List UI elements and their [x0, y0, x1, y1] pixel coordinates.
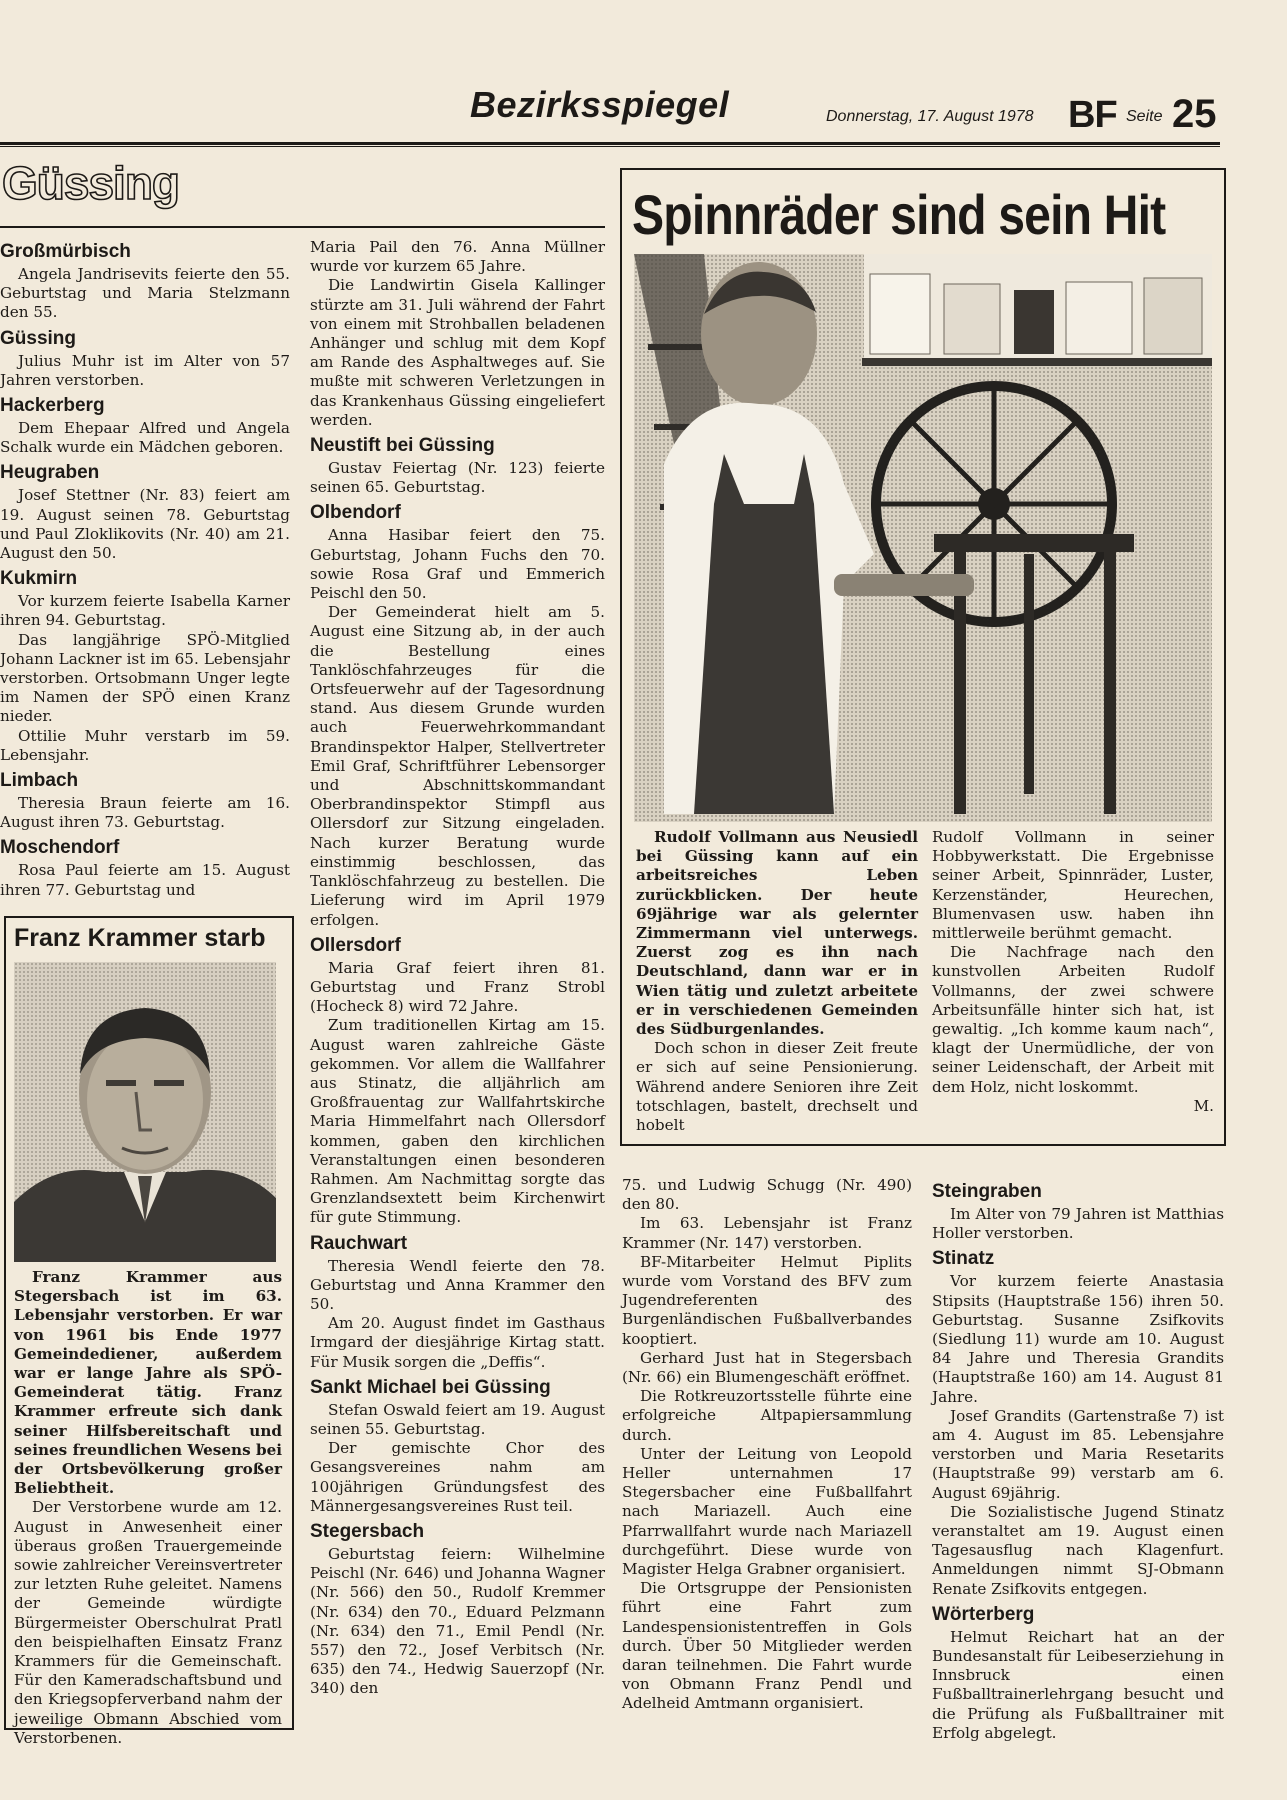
news-paragraph: Der Gemeinderat hielt am 5. August eine Sitzung ab, in der auch die Bestellung eines Tanklöschfahrzeuges für die Ortsfeuerwehr auf der Tagesordnung stand. Aus diesem Grunde wurden auch Feuerwehrkommandant Brandinspektor Halper, Stellvertreter Emil Graf, Schriftführer Lebensorger und Abschnittskommandant Oberbrandinspektor Stimpfl aus Ollersdorf zur Sitzung eingeladen. Nach kurzer Beratung wurde einstimmig beschlossen, das Tanklöschfahrzeug zu bestellen. Die Lieferung wird im April 1979 erfolgen. — [310, 603, 605, 929]
page-number: 25 — [1172, 92, 1217, 136]
news-paragraph: Zum traditionellen Kirtag am 15. August waren zahlreiche Gäste gekommen. Vor allem die Wallfahrer aus Stinatz, die alljährlich am Großfrauentag zur Wallfahrtskirche Maria Himmelfahrt nach Ollersdorf kommen, gaben den kirchlichen Veranstaltungen einen besonderen Rahmen. Am Nachmittag sorgte das Grenzlandsextett beim Kirchenwirt für gute Stimmung. — [310, 1016, 605, 1227]
town-heading: Moschendorf — [0, 837, 120, 859]
news-paragraph: Der gemischte Chor des Gesangsvereines nahm am 100jährigen Gründungsfest des Männergesangsvereines Rust teil. — [310, 1439, 605, 1515]
town-heading: Stegersbach — [310, 1520, 425, 1542]
news-paragraph: Die Rotkreuzortsstelle führte eine erfolgreiche Altpapiersammlung durch. — [622, 1387, 912, 1444]
feature-workshop-photo — [634, 254, 1212, 822]
column-3 — [622, 1176, 912, 1714]
news-paragraph: Vor kurzem feierte Isabella Karner ihren 94. Geburtstag. — [0, 592, 290, 630]
town-heading: Großmürbisch — [0, 241, 131, 262]
header-rule-thin — [0, 146, 1220, 147]
obituary-body: Der Verstorbene wurde am 12. August in Anwesenheit einer überaus großen Trauergemeinde sowie zahlreicher Vereinsvertreter zur letzten Ruhe geleitet. Namens der Gemeinde würdigte Bürgermeister Oberschulrat Pratl den beispielhaften Einsatz Franz Krammers für die Gemeinschaft. Für den Kameradschaftsbund und den Kriegsopferverband nahm der jeweilige Obmann Abschied vom Verstorbenen. — [14, 1498, 282, 1747]
news-paragraph: Maria Graf feiert ihren 81. Geburtstag und Franz Strobl (Hocheck 8) wird 72 Jahre. — [310, 958, 605, 1016]
obituary-text — [14, 1268, 282, 1748]
column-4 — [932, 1176, 1224, 1743]
section-title: Bezirksspiegel — [470, 84, 730, 125]
news-paragraph: Das langjährige SPÖ-Mitglied Johann Lackner ist im 65. Lebensjahr verstorben. Ortsobmann Unger legte im Namen der SPÖ einen Kranz nieder. — [0, 630, 290, 726]
news-paragraph: Ottilie Muhr verstarb im 59. Lebensjahr. — [0, 726, 290, 764]
town-heading: Heugraben — [0, 462, 100, 484]
feature-left-column — [636, 828, 918, 1135]
news-paragraph: Gerhard Just hat in Stegersbach (Nr. 66) ein Blumengeschäft eröffnet. — [622, 1348, 912, 1387]
author-signature: M. — [1193, 1096, 1214, 1115]
news-paragraph: Am 20. August findet im Gasthaus Irmgard der diesjährige Kirtag statt. Für Musik sorgen die „Deffis“. — [310, 1314, 605, 1371]
town-heading: Sankt Michael bei Güssing — [310, 1376, 551, 1398]
news-paragraph: Gustav Feiertag (Nr. 123) feierte seinen 65. Geburtstag. — [310, 459, 605, 497]
feature-lead: Rudolf Vollmann aus Neusiedl bei Güssing kann auf ein arbeitsreiches Leben zurückblicken. Der heute 69jährige war als gelernter Zimmermann viel unterwegs. Zuerst zog es ihn nach Deutschland, dann war er in Wien tätig und zuletzt arbeitete er in verschiedenen Gemeinden des Südburgenlandes. — [636, 828, 918, 1039]
town-heading: Stinatz — [932, 1248, 995, 1270]
news-paragraph: Geburtstag feiern: Wilhelmine Peischl (Nr. 646) und Johanna Wagner (Nr. 566) den 50., Rudolf Kremmer (Nr. 634) den 70., Eduard Pelzmann (Nr. 634) den 71., Emil Pendl (Nr. 557) den 72., Josef Verbitsch (Nr. 635) den 74., Hedwig Sauerzopf (Nr. 340) den — [310, 1544, 605, 1698]
obituary-lead: Franz Krammer aus Stegersbach ist im 63. Lebensjahr verstorben. Er war von 1961 bis Ende 1977 Gemeindediener, außerdem war er lange Jahre als SPÖ-Gemeinderat tätig. Franz Krammer erfreute sich dank seiner Hilfsbereitschaft und seines freundlichen Wesens bei der Ortsbevölkerung großer Beliebtheit. — [14, 1268, 282, 1498]
news-paragraph: Rosa Paul feierte am 15. August ihren 77. Geburtstag und — [0, 861, 290, 899]
town-heading: Limbach — [0, 770, 79, 792]
feature-right-column — [932, 828, 1214, 1116]
town-heading: Rauchwart — [310, 1232, 408, 1254]
column-1 — [0, 236, 290, 900]
newspaper-logo: BF — [1068, 94, 1117, 136]
feature-right-p2: Die Nachfrage nach den kunstvollen Arbeiten Rudolf Vollmanns, der zwei schwere Arbeitsunfälle hinter sich hat, ist gewaltig. „Ich komme kaum nach“, klagt der Unermüdliche, der von seiner Leidenschaft, der Arbeit mit dem Holz, nicht loskommt. — [932, 943, 1214, 1096]
news-paragraph: 75. und Ludwig Schugg (Nr. 490) den 80. — [622, 1176, 912, 1214]
news-paragraph: BF-Mitarbeiter Helmut Piplits wurde vom Vorstand des BFV zum Jugendreferenten des Burgenländischen Fußballverbandes kooptiert. — [622, 1252, 912, 1348]
town-heading: Kukmirn — [0, 568, 78, 590]
news-paragraph: Helmut Reichart hat an der Bundesanstalt für Leibeserziehung in Innsbruck einen Fußballtrainerlehrgang besucht und die Prüfung als Fußballtrainer mit Erfolg abgelegt. — [932, 1627, 1224, 1742]
news-paragraph: Die Ortsgruppe der Pensionisten führt eine Fahrt zum Landespensionistentreffen in Gols durch. Über 50 Mitglieder werden daran teilnehmen. Die Fahrt wurde von Obmann Franz Pendl und Adelheid Amtmann organisiert. — [622, 1579, 912, 1713]
obituary-portrait-photo — [14, 962, 276, 1262]
news-paragraph: Dem Ehepaar Alfred und Angela Schalk wurde ein Mädchen geboren. — [0, 419, 290, 457]
news-paragraph: Im 63. Lebensjahr ist Franz Krammer (Nr. 147) verstorben. — [622, 1214, 912, 1252]
news-paragraph: Vor kurzem feierte Anastasia Stipsits (Hauptstraße 156) ihren 50. Geburtstag. Susanne Zsifkovits (Siedlung 11) wurde am 10. August 84 Jahre und Theresia Grandits (Hauptstraße 160) am 14. August 81 Jahre. — [932, 1272, 1224, 1406]
news-paragraph: Josef Grandits (Gartenstraße 7) ist am 4. August im 85. Lebensjahre verstorben und Maria Resetarits (Hauptstraße 99) verstarb am 6. August 69jährig. — [932, 1406, 1224, 1502]
town-heading: Olbendorf — [310, 502, 401, 524]
town-heading: Ollersdorf — [310, 934, 401, 956]
header-rule — [0, 142, 1220, 145]
news-paragraph: Theresia Wendl feierte den 78. Geburtstag und Anna Krammer den 50. — [310, 1256, 605, 1313]
feature-left-body: Doch schon in dieser Zeit freute er sich auf seine Pensionierung. Während andere Senioren ihre Zeit totschlagen, bastelt, drechselt und hobelt — [636, 1039, 918, 1135]
region-rule — [0, 226, 605, 228]
town-heading: Steingraben — [932, 1181, 1042, 1202]
page-label: Seite — [1126, 108, 1163, 125]
news-paragraph: Die Sozialistische Jugend Stinatz veranstaltet am 19. August einen Tagesausflug nach Klagenfurt. Anmeldungen nimmt SJ-Obmann Renate Zsifkovits entgegen. — [932, 1502, 1224, 1598]
news-paragraph: Theresia Braun feierte am 16. August ihren 73. Geburtstag. — [0, 794, 290, 832]
issue-date: Donnerstag, 17. August 1978 — [826, 108, 1034, 125]
feature-right-p1: Rudolf Vollmann in seiner Hobbywerkstatt. Die Ergebnisse seiner Arbeit, Spinnräder, Luster, Kerzenständer, Heurechen, Blumenvasen usw. haben ihn mittlerweile berühmt gemacht. — [932, 828, 1214, 943]
town-heading: Güssing — [0, 327, 77, 349]
news-paragraph: Stefan Oswald feiert am 19. August seinen 55. Geburtstag. — [310, 1400, 605, 1438]
town-heading: Wörterberg — [932, 1603, 1035, 1625]
news-paragraph: Maria Pail den 76. Anna Müllner wurde vor kurzem 65 Jahre. — [310, 238, 605, 276]
news-paragraph: Unter der Leitung von Leopold Heller unternahmen 17 Stegersbacher eine Fußballfahrt nach Mariazell. Auch eine Pfarrwallfahrt wurde nach Mariazell durchgeführt. Diese wurde von Magister Helga Grabner organisiert. — [622, 1444, 912, 1579]
news-paragraph: Julius Muhr ist im Alter von 57 Jahren verstorben. — [0, 351, 290, 389]
news-paragraph: Im Alter von 79 Jahren ist Matthias Holler verstorben. — [932, 1205, 1224, 1243]
obituary-title: Franz Krammer starb — [14, 924, 266, 952]
news-paragraph: Josef Stettner (Nr. 83) feiert am 19. August seinen 78. Geburtstag und Paul Zloklikovits (Nr. 40) am 21. August den 50. — [0, 486, 290, 563]
news-paragraph: Die Landwirtin Gisela Kallinger stürzte am 31. Juli während der Fahrt von einem mit Strohballen beladenen Anhänger und schlug mit dem Kopf am Rande des Asphaltweges auf. Sie mußte mit schweren Verletzungen in das Krankenhaus Güssing eingeliefert werden. — [310, 276, 605, 429]
town-heading: Hackerberg — [0, 395, 105, 417]
news-paragraph: Angela Jandrisevits feierte den 55. Geburtstag und Maria Stelzmann den 55. — [0, 265, 290, 322]
feature-headline: Spinnräder sind sein Hit — [632, 183, 1166, 246]
news-paragraph: Anna Hasibar feiert den 75. Geburtstag, Johann Fuchs den 70. sowie Rosa Graf und Emmerich Peischl den 50. — [310, 526, 605, 603]
town-heading: Neustift bei Güssing — [310, 435, 495, 457]
region-title: Güssing — [2, 157, 180, 209]
column-2 — [310, 238, 605, 1699]
